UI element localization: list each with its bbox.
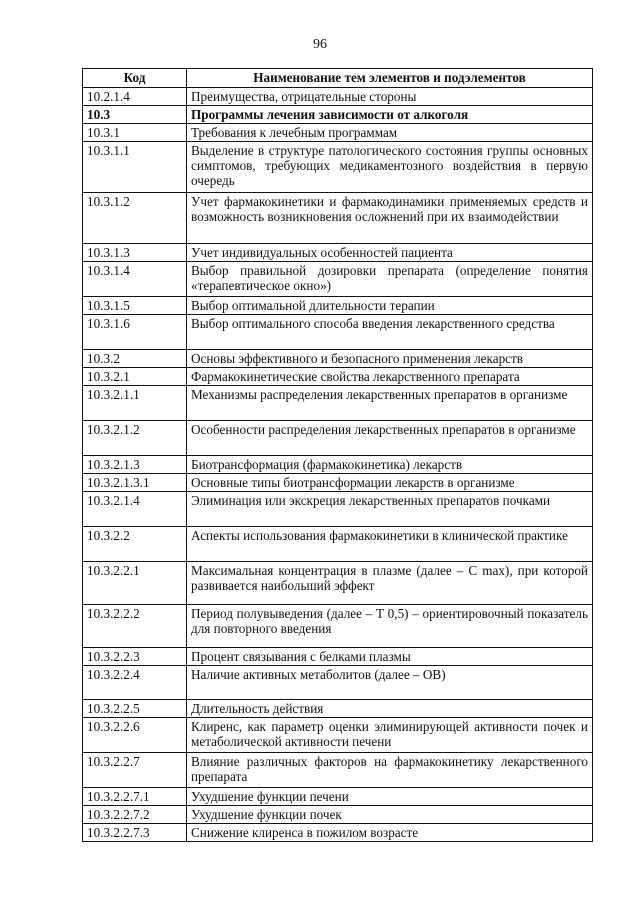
row-code: 10.3.2.2.7	[83, 753, 187, 788]
row-code: 10.3.2.1.4	[83, 492, 187, 527]
table-row	[83, 297, 593, 315]
row-code: 10.3.2.1.2	[83, 421, 187, 456]
row-name: Выбор оптимальной длительности терапии	[187, 297, 593, 315]
row-code: 10.3.1.4	[83, 262, 187, 297]
row-code: 10.3.1.2	[83, 193, 187, 244]
row-code: 10.3.2.2	[83, 527, 187, 562]
table-row	[83, 753, 593, 788]
row-name: Наличие активных метаболитов (далее – ОВ)	[187, 666, 593, 700]
row-name: Период полувыведения (далее – Т 0,5) – ориентировочный показатель для повторного введения	[187, 605, 593, 648]
row-code: 10.3.2.2.7.2	[83, 806, 187, 824]
table-body	[83, 88, 593, 842]
table-row	[83, 718, 593, 753]
row-name: Снижение клиренса в пожилом возрасте	[187, 824, 593, 842]
row-code: 10.3.2.1.3.1	[83, 474, 187, 492]
row-code: 10.3.2.2.7.1	[83, 788, 187, 806]
row-code: 10.3	[83, 106, 187, 124]
header-name: Наименование тем элементов и подэлементов	[187, 69, 593, 88]
row-code: 10.3.2.2.4	[83, 666, 187, 700]
table-row	[83, 788, 593, 806]
table-row	[83, 648, 593, 666]
row-name: Ухудшение функции почек	[187, 806, 593, 824]
row-name: Максимальная концентрация в плазме (далее – С max), при которой развивается наибольший эффект	[187, 562, 593, 605]
table-row	[83, 106, 593, 124]
table-header-row	[83, 69, 593, 88]
table-row	[83, 315, 593, 350]
row-code: 10.3.1.1	[83, 142, 187, 193]
row-code: 10.3.1.5	[83, 297, 187, 315]
row-name: Ухудшение функции печени	[187, 788, 593, 806]
table-row	[83, 700, 593, 718]
table-row	[83, 244, 593, 262]
row-name: Особенности распределения лекарственных препаратов в организме	[187, 421, 593, 456]
table-row	[83, 421, 593, 456]
row-name: Длительность действия	[187, 700, 593, 718]
table-row	[83, 562, 593, 605]
table-row	[83, 492, 593, 527]
row-name: Основы эффективного и безопасного применения лекарств	[187, 350, 593, 368]
row-code: 10.2.1.4	[83, 88, 187, 106]
row-code: 10.3.2.2.3	[83, 648, 187, 666]
row-name: Элиминация или экскреция лекарственных препаратов почками	[187, 492, 593, 527]
row-code: 10.3.2.1	[83, 368, 187, 386]
row-name: Процент связывания с белками плазмы	[187, 648, 593, 666]
table-row	[83, 386, 593, 421]
row-name: Учет фармакокинетики и фармакодинамики применяемых средств и возможность возникновения осложнений при их взаимодействии	[187, 193, 593, 244]
row-name: Учет индивидуальных особенностей пациента	[187, 244, 593, 262]
table-row	[83, 806, 593, 824]
table-row	[83, 142, 593, 193]
row-code: 10.3.2.2.6	[83, 718, 187, 753]
row-name: Влияние различных факторов на фармакокинетику лекарственного препарата	[187, 753, 593, 788]
table-row	[83, 824, 593, 842]
table-row	[83, 124, 593, 142]
row-code: 10.3.2.1.3	[83, 456, 187, 474]
table-row	[83, 666, 593, 700]
page-number: 96	[313, 37, 327, 52]
row-code: 10.3.2.2.1	[83, 562, 187, 605]
table-row	[83, 474, 593, 492]
row-name: Аспекты использования фармакокинетики в клинической практике	[187, 527, 593, 562]
row-code: 10.3.2.2.7.3	[83, 824, 187, 842]
row-name: Биотрансформация (фармакокинетика) лекарств	[187, 456, 593, 474]
table-row	[83, 88, 593, 106]
row-name: Преимущества, отрицательные стороны	[187, 88, 593, 106]
row-code: 10.3.2.2.5	[83, 700, 187, 718]
row-code: 10.3.2	[83, 350, 187, 368]
row-name: Требования к лечебным программам	[187, 124, 593, 142]
row-code: 10.3.1.6	[83, 315, 187, 350]
table-row	[83, 350, 593, 368]
table-row	[83, 262, 593, 297]
table-row	[83, 193, 593, 244]
row-name: Программы лечения зависимости от алкоголя	[187, 106, 593, 124]
table-row	[83, 368, 593, 386]
row-code: 10.3.1.3	[83, 244, 187, 262]
row-name: Клиренс, как параметр оценки элиминирующей активности почек и метаболической активности печени	[187, 718, 593, 753]
table-row	[83, 527, 593, 562]
header-code: Код	[83, 69, 187, 88]
row-name: Выбор правильной дозировки препарата (определение понятия «терапевтическое окно»)	[187, 262, 593, 297]
row-name: Выбор оптимального способа введения лекарственного средства	[187, 315, 593, 350]
row-name: Выделение в структуре патологического состояния группы основных симптомов, требующих медикаментозного воздействия в первую очередь	[187, 142, 593, 193]
topics-table	[82, 68, 593, 842]
row-code: 10.3.2.2.2	[83, 605, 187, 648]
row-name: Фармакокинетические свойства лекарственного препарата	[187, 368, 593, 386]
row-name: Основные типы биотрансформации лекарств в организме	[187, 474, 593, 492]
table-row	[83, 605, 593, 648]
table-row	[83, 456, 593, 474]
row-code: 10.3.2.1.1	[83, 386, 187, 421]
row-code: 10.3.1	[83, 124, 187, 142]
row-name: Механизмы распределения лекарственных препаратов в организме	[187, 386, 593, 421]
